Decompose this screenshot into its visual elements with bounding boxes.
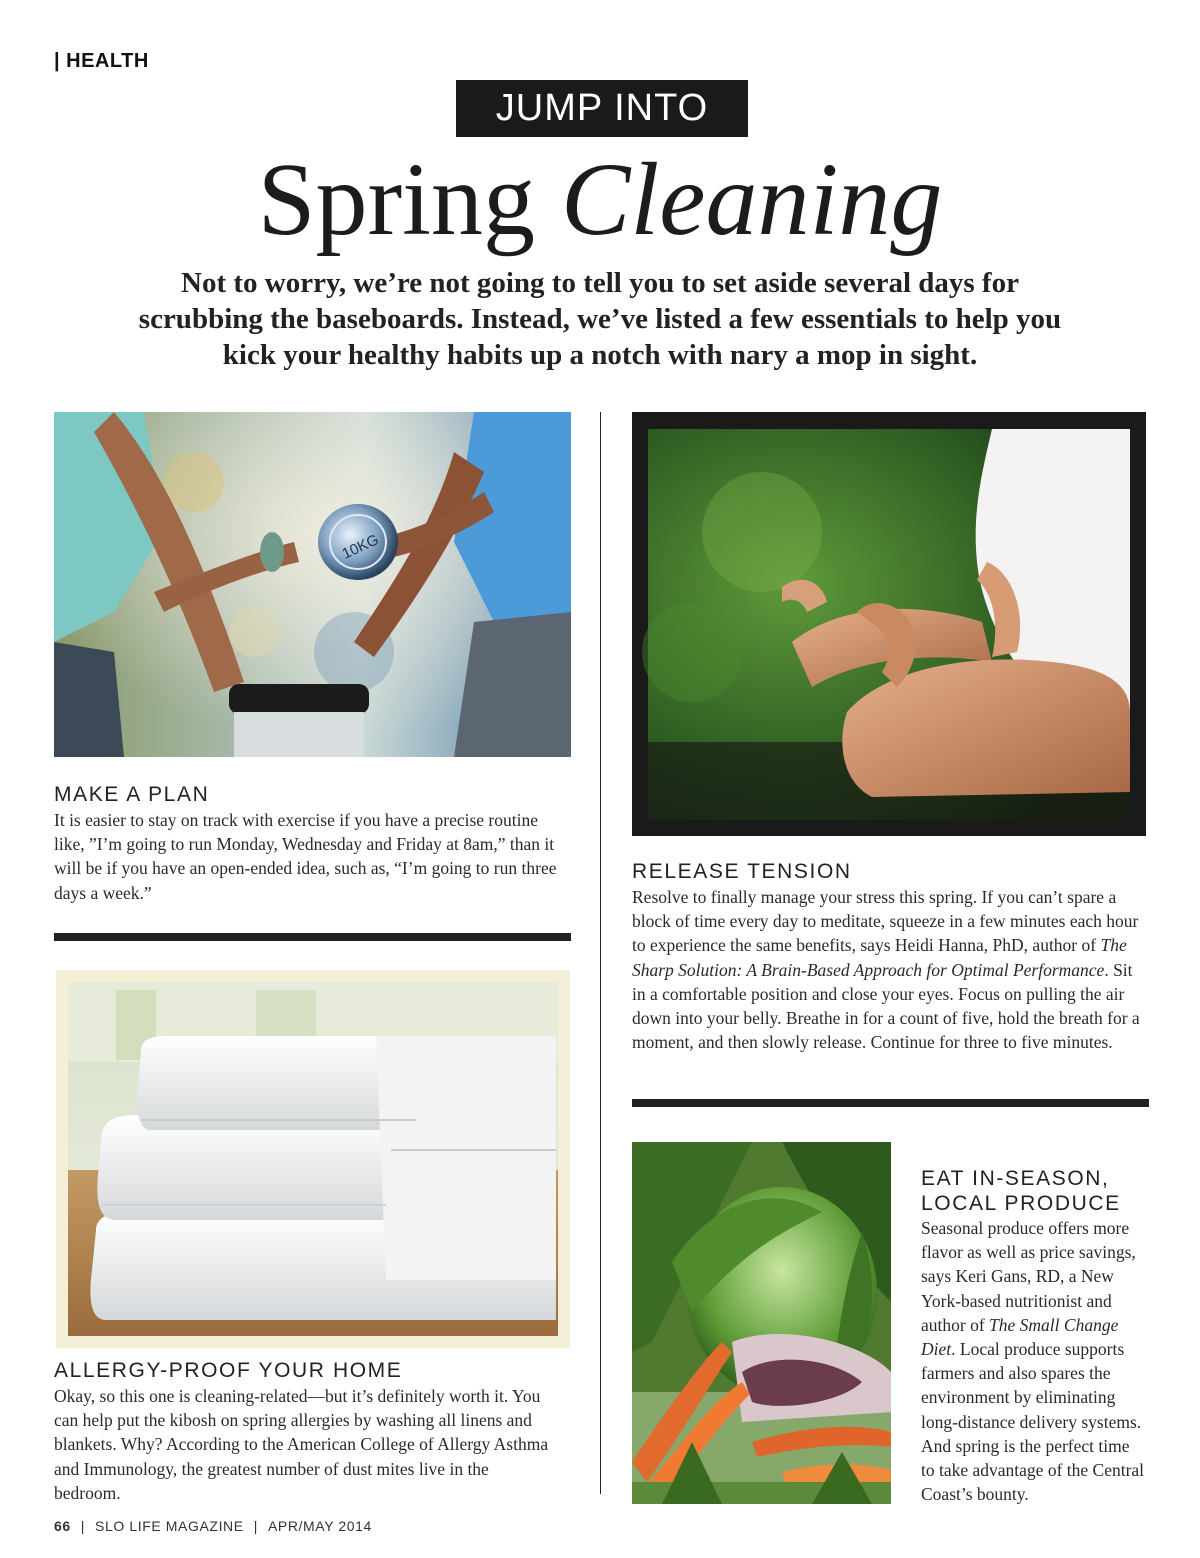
section-label: | HEALTH bbox=[54, 50, 149, 72]
title-italic: Cleaning bbox=[561, 142, 943, 257]
column-divider bbox=[600, 412, 601, 1494]
issue-date: APR/MAY 2014 bbox=[267, 1518, 372, 1534]
release-tension-heading: RELEASE TENSION bbox=[632, 860, 852, 883]
lede: Not to worry, we’re not going to tell you to set aside several days for scrubbing the baseboards. Instead, we’ve listed a few essentials to help you kick your healthy habits up a notch with nary a mop in sight. bbox=[138, 267, 1062, 371]
make-a-plan-body: It is easier to stay on track with exercise if you have a precise routine like, ”I’m going to run Monday, Wednesday and Friday at 8am,” than it will be if you have an open-ended idea, such as, “I’m going to run three days a week.” bbox=[54, 810, 557, 903]
release-tension-body bbox=[632, 885, 1146, 1054]
produce-book-title: The Small Change Diet bbox=[921, 1314, 1119, 1360]
produce-heading-line-2: LOCAL PRODUCE bbox=[921, 1192, 1121, 1215]
produce-photo bbox=[632, 1142, 891, 1504]
dumbbell-label: 10KG bbox=[339, 531, 382, 563]
release-tension-body-1: Resolve to finally manage your stress this spring. If you can’t spare a block of time every day to meditate, squeeze in a few minutes each hour to experience the same benefits, says Heidi Hanna, PhD, author of bbox=[632, 887, 1139, 956]
page-title bbox=[0, 135, 1200, 265]
magazine-name: SLO LIFE MAGAZINE bbox=[95, 1518, 244, 1534]
linens-photo bbox=[56, 970, 570, 1348]
allergy-body: Okay, so this one is cleaning-related—but it’s definitely worth it. You can help put the kibosh on spring allergies by washing all linens and blankets. Why? According to the American College of Allergy Asthma and Immunology, the greatest number of dust mites live in the bedroom. bbox=[54, 1386, 549, 1503]
page-footer: 66 | SLO LIFE MAGAZINE | APR/MAY 2014 bbox=[54, 1518, 372, 1534]
divider-left bbox=[54, 933, 571, 941]
make-a-plan-heading: MAKE A PLAN bbox=[54, 783, 210, 806]
produce-body-1: Seasonal produce offers more flavor as well as price savings, says Keri Gans, RD, a New York-based nutritionist and author of bbox=[921, 1218, 1136, 1335]
produce-heading-line-1: EAT IN-SEASON, bbox=[921, 1167, 1110, 1190]
release-tension-body-2: . Sit in a comfortable position and close your eyes. Focus on pulling the air down into your belly. Breathe in for a count of five, hold the breath for a moment, and then slowly release. Continue for three to five minutes. bbox=[632, 959, 1140, 1053]
allergy-heading: ALLERGY-PROOF YOUR HOME bbox=[54, 1359, 403, 1382]
produce-body-2: . Local produce supports farmers and also spares the environment by eliminating long-distance delivery systems. And spring is the perfect time to take advantage of the Central Coast’s bounty. bbox=[921, 1339, 1145, 1505]
release-tension-book-title: The Sharp Solution: A Brain-Based Approach for Optimal Performance bbox=[632, 935, 1127, 980]
produce-body bbox=[921, 1216, 1147, 1506]
page-number: 66 bbox=[54, 1518, 71, 1534]
divider-right bbox=[632, 1099, 1149, 1107]
produce-heading bbox=[921, 1166, 1121, 1216]
meditation-photo bbox=[632, 412, 1146, 836]
fitness-photo bbox=[54, 412, 571, 757]
kicker-banner: JUMP INTO bbox=[456, 80, 748, 137]
title-plain: Spring bbox=[257, 142, 536, 257]
